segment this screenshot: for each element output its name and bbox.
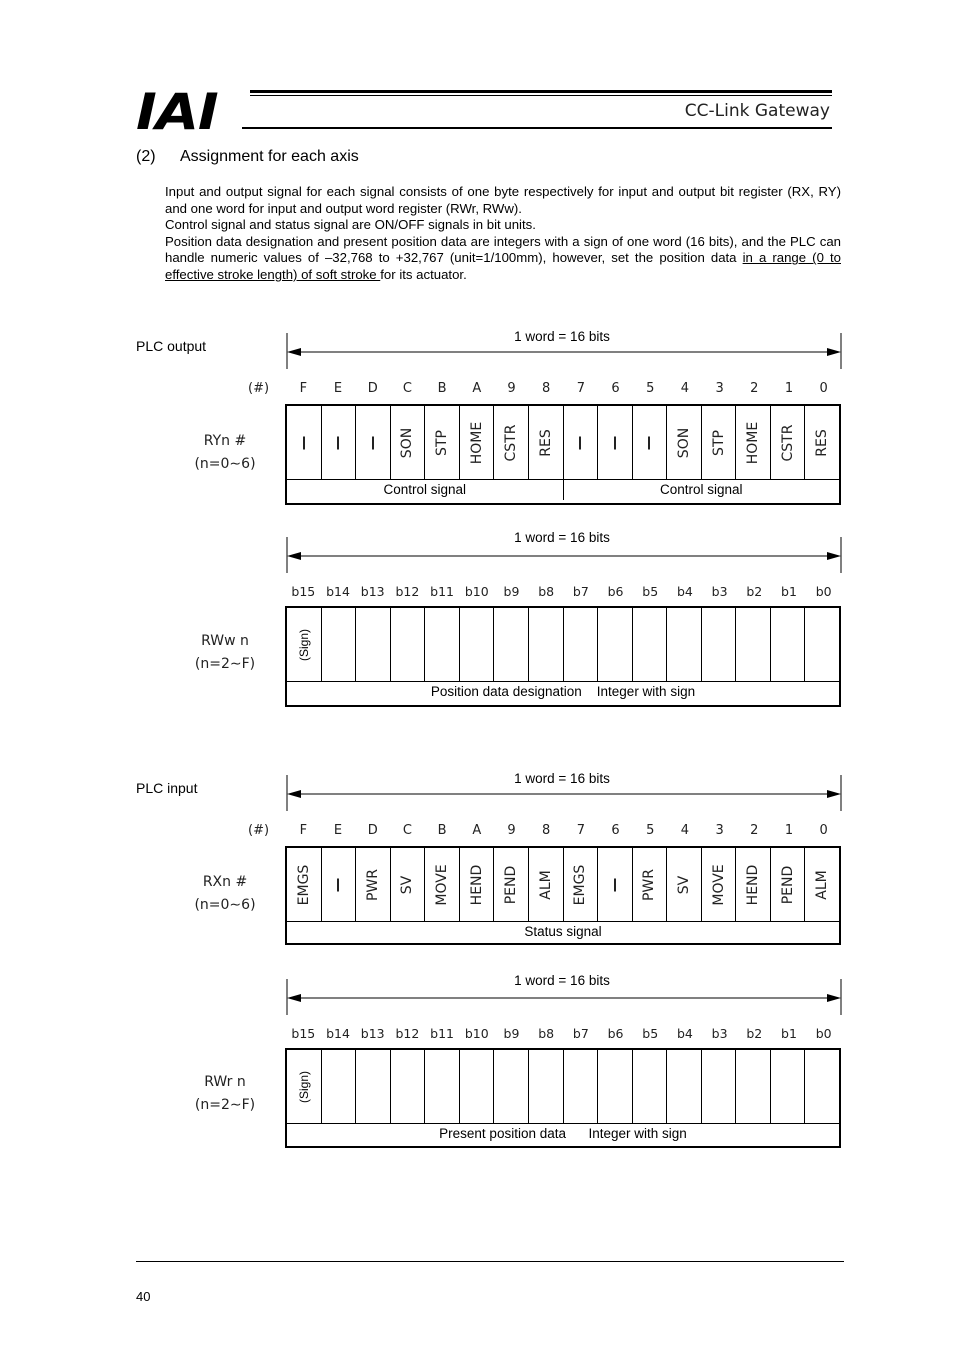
bit-label: b7 — [572, 1026, 589, 1041]
bit-cell — [667, 406, 702, 479]
word-size-label: 1 word = 16 bits — [514, 771, 610, 786]
rww-register-name: RWw n — [201, 633, 249, 649]
hex-bit-label: E — [333, 381, 343, 396]
hex-bit-label: 6 — [611, 823, 620, 838]
rwr-word-table — [285, 1048, 841, 1148]
ry-cells — [287, 406, 839, 480]
bit-label: b4 — [676, 1026, 693, 1041]
hex-bit-label: 9 — [507, 823, 516, 838]
document-title: CC-Link Gateway — [684, 101, 830, 121]
paragraph-1: Input and output signal for each signal consists of one byte respectively for input and output bit register (RX, RY) and one word for input and output word register (RWr, RWw). — [165, 184, 841, 216]
bit-cell — [598, 1050, 633, 1123]
rwr-register-label — [180, 1071, 270, 1117]
bit-label: b10 — [464, 584, 489, 599]
hex-bit-label: F — [299, 381, 308, 396]
signal-name: MOVE — [710, 863, 727, 906]
hex-bit-label: 8 — [542, 381, 551, 396]
signal-name: PWR — [364, 868, 381, 901]
signal-name: SV — [399, 875, 416, 894]
bit-label: b8 — [538, 584, 555, 599]
bit-cell — [425, 848, 460, 921]
bit-cell — [356, 1050, 391, 1123]
hex-bit-label: C — [402, 381, 412, 396]
hash-label: (#) — [248, 823, 270, 838]
word-span-arrow — [286, 979, 842, 1015]
bit-cell — [322, 608, 357, 681]
bit-cell — [322, 406, 357, 479]
hex-bit-label: D — [367, 823, 378, 838]
bit-cell — [667, 848, 702, 921]
hex-bit-label: 1 — [784, 823, 794, 838]
hex-bit-label: 3 — [715, 823, 724, 838]
signal-name: RES — [814, 428, 831, 457]
hex-bit-label: 7 — [576, 381, 585, 396]
rww-cells — [287, 608, 839, 682]
bit-cell — [460, 1050, 495, 1123]
section-title: Assignment for each axis — [180, 148, 359, 165]
bit-label: b10 — [464, 1026, 489, 1041]
hex-bit-label: 4 — [680, 823, 690, 838]
bit-cell — [702, 848, 737, 921]
hex-bit-label: 2 — [750, 381, 759, 396]
hex-bit-label: 3 — [715, 381, 724, 396]
bit-cell — [494, 848, 529, 921]
control-signal-label-lower: Control signal — [659, 482, 743, 497]
signal-name: STP — [434, 429, 451, 456]
bit-label: b2 — [746, 584, 763, 599]
unused-bit-mark — [579, 436, 581, 449]
hex-bit-label: 7 — [576, 823, 585, 838]
bit-cell — [287, 406, 322, 479]
bit-cell — [425, 1050, 460, 1123]
bit-label: b4 — [676, 584, 693, 599]
bit-cell — [425, 406, 460, 479]
bit-cell — [598, 608, 633, 681]
bit-numbers — [286, 1026, 841, 1044]
status-signal-label: Status signal — [524, 924, 602, 939]
paragraph-3-text: Position data designation and present position data are integers with a sign of one word (16 bits), and the PLC can handle numeric values of –32,768 to +32,767 (unit=1/100mm), however, set the position data — [165, 233, 841, 266]
word-size-label: 1 word = 16 bits — [514, 973, 610, 988]
rww-register-label — [180, 630, 270, 676]
bit-cell — [667, 1050, 702, 1123]
unused-bit-mark — [614, 878, 616, 891]
bit-cell — [391, 406, 426, 479]
word-span-arrow — [286, 775, 842, 811]
plc-input-label: PLC input — [136, 780, 198, 796]
ry-register-range: (n=0∼6) — [194, 456, 256, 472]
bit-numbers — [286, 584, 841, 602]
rwr-footer-text — [287, 1124, 839, 1144]
section-heading — [136, 148, 359, 166]
bit-label: b13 — [360, 1026, 385, 1041]
bit-cell — [633, 406, 668, 479]
hex-bit-label: 4 — [680, 381, 690, 396]
bit-cell — [736, 1050, 771, 1123]
bit-label: b14 — [326, 1026, 350, 1041]
bit-cell — [425, 608, 460, 681]
signal-name: SV — [675, 875, 692, 894]
bit-cell — [736, 608, 771, 681]
bit-label: b12 — [395, 1026, 420, 1041]
page-number: 40 — [136, 1289, 151, 1304]
paragraph-3 — [165, 234, 841, 284]
bit-label: b13 — [360, 584, 385, 599]
bit-cell — [494, 406, 529, 479]
header-rule-top — [250, 90, 832, 93]
bit-cell — [564, 608, 599, 681]
bit-cell — [322, 848, 357, 921]
signal-name: CSTR — [779, 424, 796, 461]
hex-bit-label: 2 — [750, 823, 759, 838]
rwr-register-name: RWr n — [204, 1074, 246, 1090]
hex-bit-label: 5 — [646, 823, 655, 838]
ry-register-name: RYn # — [203, 433, 247, 449]
hex-bit-label: 9 — [507, 381, 516, 396]
hex-bit-label: 6 — [611, 381, 620, 396]
position-data-designation-label: Position data designation — [430, 684, 582, 699]
bit-cell — [356, 608, 391, 681]
bit-cell — [771, 608, 806, 681]
signal-name: HOME — [745, 421, 762, 464]
bit-cell — [736, 848, 771, 921]
header-rule-mid — [250, 95, 832, 96]
bit-cell — [287, 1050, 322, 1123]
bit-cell — [702, 1050, 737, 1123]
sign-bit-label: (Sign) — [296, 1070, 311, 1103]
word-span-arrow — [286, 333, 842, 369]
hex-bit-label: F — [299, 823, 308, 838]
unused-bit-mark — [337, 878, 339, 891]
bit-cell — [391, 1050, 426, 1123]
paragraph-3-underlined: in a range (0 to effective stroke length) of soft stroke — [165, 250, 841, 282]
bit-cell — [529, 608, 564, 681]
bit-cell — [356, 848, 391, 921]
rx-register-name: RXn # — [202, 874, 248, 890]
header-rule-bottom — [242, 127, 832, 129]
bit-label: b1 — [781, 1026, 797, 1041]
hex-bit-label: 5 — [646, 381, 655, 396]
bit-cell — [598, 848, 633, 921]
bit-label: b12 — [395, 584, 420, 599]
unused-bit-mark — [648, 436, 650, 449]
control-signal-label-upper: Control signal — [287, 480, 564, 500]
bit-cell — [736, 406, 771, 479]
bit-cell — [529, 848, 564, 921]
hex-bit-label: E — [333, 823, 343, 838]
bit-label: b9 — [503, 1026, 520, 1041]
bit-cell — [667, 608, 702, 681]
unused-bit-mark — [303, 436, 305, 449]
signal-name: SON — [675, 427, 692, 458]
hex-bit-label: B — [437, 823, 447, 838]
iai-logo: IAI — [136, 83, 218, 141]
bit-cell — [494, 1050, 529, 1123]
body-text — [165, 184, 841, 284]
integer-with-sign-label: Integer with sign — [588, 1126, 687, 1141]
hex-bit-label: 1 — [784, 381, 794, 396]
signal-name: SON — [399, 427, 416, 458]
bit-label: b3 — [711, 1026, 728, 1041]
bit-cell — [391, 608, 426, 681]
signal-name: PWR — [641, 868, 658, 901]
bit-label: b2 — [746, 1026, 763, 1041]
word-span-arrow — [286, 537, 842, 573]
bit-cell — [771, 848, 806, 921]
sign-bit-label: (Sign) — [296, 628, 311, 661]
paragraph-3-end: for its actuator. — [380, 266, 467, 282]
signal-name: HOME — [468, 421, 485, 464]
rx-register-label — [180, 871, 270, 917]
bit-cell — [598, 406, 633, 479]
ry-register-label — [180, 430, 270, 476]
word-size-label: 1 word = 16 bits — [514, 530, 610, 545]
bit-cell — [564, 848, 599, 921]
bit-label: b5 — [642, 1026, 659, 1041]
bit-label: b11 — [430, 1026, 455, 1041]
bit-label: b6 — [607, 1026, 624, 1041]
rwr-register-range: (n=2∼F) — [194, 1097, 256, 1113]
bit-cell — [529, 1050, 564, 1123]
bit-label: b3 — [711, 584, 728, 599]
word-size-label: 1 word = 16 bits — [514, 329, 610, 344]
hex-bit-numbers — [286, 381, 841, 399]
bit-cell — [322, 1050, 357, 1123]
bit-label: b0 — [815, 1026, 832, 1041]
bit-cell — [460, 406, 495, 479]
bit-label: b11 — [430, 584, 455, 599]
hex-bit-label: 0 — [819, 823, 828, 838]
rx-footer — [287, 922, 839, 942]
bit-cell — [633, 848, 668, 921]
rww-word-table — [285, 606, 841, 707]
bit-label: b0 — [815, 584, 832, 599]
bit-cell — [356, 406, 391, 479]
bit-cell — [633, 1050, 668, 1123]
present-position-data-label: Present position data — [439, 1126, 566, 1141]
bit-cell — [287, 848, 322, 921]
bit-cell — [771, 406, 806, 479]
signal-name: ALM — [537, 869, 554, 900]
ry-bit-table — [285, 404, 841, 505]
bit-cell — [460, 848, 495, 921]
bit-cell — [702, 406, 737, 479]
signal-name: MOVE — [434, 863, 451, 906]
signal-name: STP — [710, 429, 727, 456]
bit-cell — [391, 848, 426, 921]
bit-label: b8 — [538, 1026, 555, 1041]
rwr-cells — [287, 1050, 839, 1124]
plc-output-label: PLC output — [136, 338, 207, 354]
bit-cell — [805, 406, 839, 479]
signal-name: RES — [537, 428, 554, 457]
signal-name: CSTR — [503, 424, 520, 461]
hex-bit-label: 8 — [542, 823, 551, 838]
ry-footer — [287, 480, 839, 500]
signal-name: EMGS — [295, 864, 312, 905]
bit-label: b9 — [503, 584, 520, 599]
integer-with-sign-label: Integer with sign — [596, 684, 696, 699]
rww-footer-text — [287, 682, 839, 702]
bit-cell — [460, 608, 495, 681]
bit-cell — [564, 406, 599, 479]
rww-register-range: (n=2∼F) — [194, 656, 256, 672]
bit-label: b5 — [642, 584, 659, 599]
section-number: (2) — [136, 148, 156, 165]
hash-label: (#) — [248, 381, 270, 396]
bit-label: b15 — [291, 1026, 316, 1041]
rwr-footer — [287, 1124, 839, 1144]
bit-label: b14 — [326, 584, 350, 599]
bit-cell — [633, 608, 668, 681]
bit-cell — [805, 608, 839, 681]
unused-bit-mark — [372, 436, 374, 449]
signal-name: HEND — [745, 864, 762, 905]
hex-bit-label: C — [402, 823, 412, 838]
rww-footer — [287, 682, 839, 702]
signal-name: PEND — [779, 865, 796, 904]
bit-label: b7 — [572, 584, 589, 599]
hex-bit-label: D — [367, 381, 378, 396]
rx-bit-table — [285, 846, 841, 945]
bit-cell — [805, 1050, 839, 1123]
unused-bit-mark — [337, 436, 339, 449]
bit-label: b15 — [291, 584, 316, 599]
hex-bit-label: 0 — [819, 381, 828, 396]
bit-cell — [805, 848, 839, 921]
bit-label: b6 — [607, 584, 624, 599]
bit-cell — [702, 608, 737, 681]
signal-name: ALM — [814, 869, 831, 900]
hex-bit-label: B — [437, 381, 447, 396]
bit-label: b1 — [781, 584, 797, 599]
bit-cell — [771, 1050, 806, 1123]
bit-cell — [564, 1050, 599, 1123]
signal-name: PEND — [503, 865, 520, 904]
rx-register-range: (n=0∼6) — [194, 897, 256, 913]
bit-cell — [529, 406, 564, 479]
footer-rule — [136, 1261, 844, 1262]
unused-bit-mark — [614, 436, 616, 449]
hex-bit-label: A — [472, 823, 482, 838]
signal-name: EMGS — [572, 864, 589, 905]
bit-cell — [494, 608, 529, 681]
hex-bit-numbers — [286, 823, 841, 841]
rx-cells — [287, 848, 839, 922]
signal-name: HEND — [468, 864, 485, 905]
hex-bit-label: A — [472, 381, 482, 396]
paragraph-2: Control signal and status signal are ON/OFF signals in bit units. — [165, 217, 536, 233]
bit-cell — [287, 608, 322, 681]
